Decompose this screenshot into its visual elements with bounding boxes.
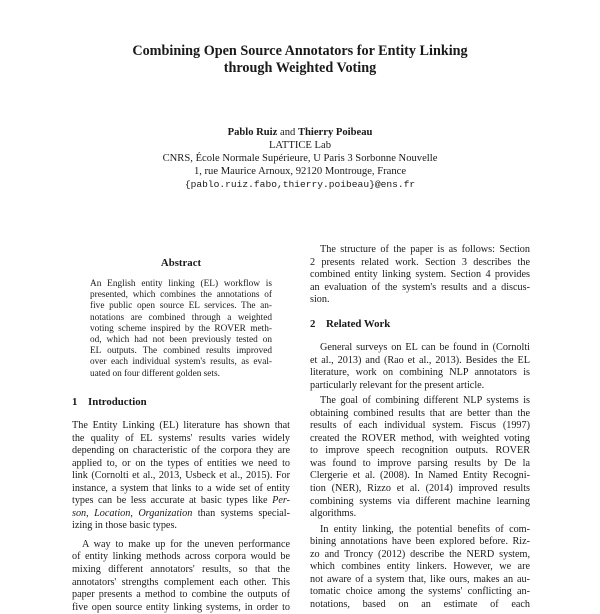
author-2: Thierry Poibeau — [297, 127, 373, 138]
text-line: created the ROVER method, with weighted voting — [310, 432, 530, 444]
text-line: combined entity linking system. Section 4 provides — [310, 269, 530, 281]
author-block — [0, 126, 600, 191]
text-line: algorithms. — [310, 508, 357, 520]
text-line: Clergerie et al. (2008). In Named Entity Recogni- — [310, 470, 530, 482]
abstract-text — [90, 279, 272, 380]
paragraph — [310, 342, 530, 392]
section-number: 1 — [72, 396, 78, 408]
text-line: the quality of EL systems' results varies widely — [72, 432, 290, 444]
section-number: 2 — [310, 318, 316, 330]
structure-paragraph — [310, 244, 530, 307]
text-line: et al., 2013) and (Rao et al., 2013). Besides the EL — [310, 354, 530, 366]
text-line: The Entity Linking (EL) literature has shown that — [72, 420, 290, 431]
abstract-line: five public open source EL services. The an- — [90, 301, 272, 312]
text-line: of entity linking methods across corpora would be — [72, 551, 290, 563]
text-line: The structure of the paper is as follows: Section — [320, 244, 530, 255]
text-line: particularly relevant for the present article. — [310, 379, 485, 391]
author-address: 1, rue Maurice Arnoux, 92120 Montrouge, France — [193, 166, 407, 177]
paragraph — [310, 395, 530, 520]
text-line: bining annotations have been explored before. Riz- — [310, 536, 530, 548]
paragraph — [310, 524, 530, 612]
abstract-line: EL outputs. The combined results improved — [90, 346, 272, 357]
text-line: five open source entity linking systems, in order to — [72, 601, 290, 613]
abstract-line: notations are combined through a weighted — [90, 312, 272, 323]
related-work-body — [310, 342, 530, 611]
author-1: Pablo Ruiz — [227, 127, 278, 138]
text-line: which combines entity linkers. However, we are — [310, 561, 530, 573]
introduction-body — [72, 420, 290, 614]
text-line: zo and Troncy (2012) describe the NERD system, — [310, 548, 530, 560]
text-line: results of each individual system. Fiscus (1997) — [310, 420, 530, 432]
text-line: izing in those basic types. — [72, 520, 177, 532]
text-line: obtaining combined results that are better than the — [310, 407, 530, 419]
abstract-line: od, which had not been previously tested on — [90, 335, 272, 346]
abstract-line: presented, which combines the annotations of — [90, 290, 272, 301]
author-institution: CNRS, École Normale Supérieure, U Paris 3 Sorbonne Nouvelle — [162, 153, 438, 164]
text-line: instance, a system that links to a wide set of entity — [72, 482, 290, 494]
author-conjunction: and — [280, 127, 296, 138]
paper-title — [0, 43, 600, 77]
text-line: son, Location, Organization than systems special- — [72, 507, 291, 519]
text-line: link (Cornolti et al., 2013, Usbeck et al., 2015). For — [72, 470, 290, 482]
author-names — [0, 126, 600, 139]
text-line: to improve speech recognition outputs. ROVER — [310, 445, 530, 457]
text-line: The goal of combining different NLP systems is — [320, 395, 530, 407]
text-line: tion (NER), Rizzo et al. (2014) improved results — [310, 483, 530, 495]
paragraph — [72, 420, 290, 533]
text-line: A way to make up for the uneven performance — [82, 538, 290, 550]
text-line: an evaluation of the system's results and a discus- — [310, 281, 530, 293]
title-line-2: through Weighted Voting — [223, 60, 377, 76]
section-title: Related Work — [326, 318, 391, 330]
text-line: General surveys on EL can be found in (Cornolti — [320, 342, 530, 353]
paragraph — [72, 539, 290, 614]
text-line: tomatic choice among the systems' conflicting an- — [310, 586, 530, 598]
text-line: In entity linking, the potential benefits of com- — [320, 523, 530, 535]
text-line: depending on characteristic of the corpora they are — [72, 445, 290, 457]
title-line-1: Combining Open Source Annotators for Entity Linking — [132, 43, 468, 59]
section-heading-related-work — [310, 318, 390, 330]
text-line: applied to, or on the types of entities we need to — [72, 457, 290, 469]
abstract-heading: Abstract — [160, 257, 202, 269]
abstract-line: An English entity linking (EL) workflow is — [90, 279, 272, 289]
text-line: combining systems via different machine learning — [310, 495, 530, 507]
paragraph — [310, 244, 530, 307]
text-line: annotators' strengths complement each other. This — [72, 576, 290, 588]
text-line: mixing different annotators' results, so that the — [72, 564, 290, 576]
abstract-line: voting scheme inspired by the ROVER meth- — [90, 323, 272, 334]
text-line: was found to improve parsing results by De la — [310, 457, 530, 469]
abstract-line: over each individual system's results, as eval- — [90, 357, 272, 368]
text-line: paper presents a method to combine the outputs of — [72, 589, 290, 601]
text-line: types can be less accurate at basic types like Per- — [72, 495, 290, 507]
author-email: {pablo.ruiz.fabo,thierry.poibeau}@ens.fr — [184, 179, 416, 190]
author-lab: LATTICE Lab — [268, 140, 332, 151]
text-line: sion. — [310, 294, 330, 306]
section-title: Introduction — [88, 396, 147, 408]
section-heading-introduction — [72, 396, 147, 408]
text-line: notations, based on an estimate of each — [310, 598, 530, 610]
text-line: 2 presents related work. Section 3 describes the — [310, 256, 530, 268]
abstract-line: uated on four different golden sets. — [90, 368, 220, 379]
text-line: not aware of a system that, like ours, makes an au- — [310, 573, 530, 585]
text-line: literature, work on combining NLP annotators is — [310, 367, 530, 379]
